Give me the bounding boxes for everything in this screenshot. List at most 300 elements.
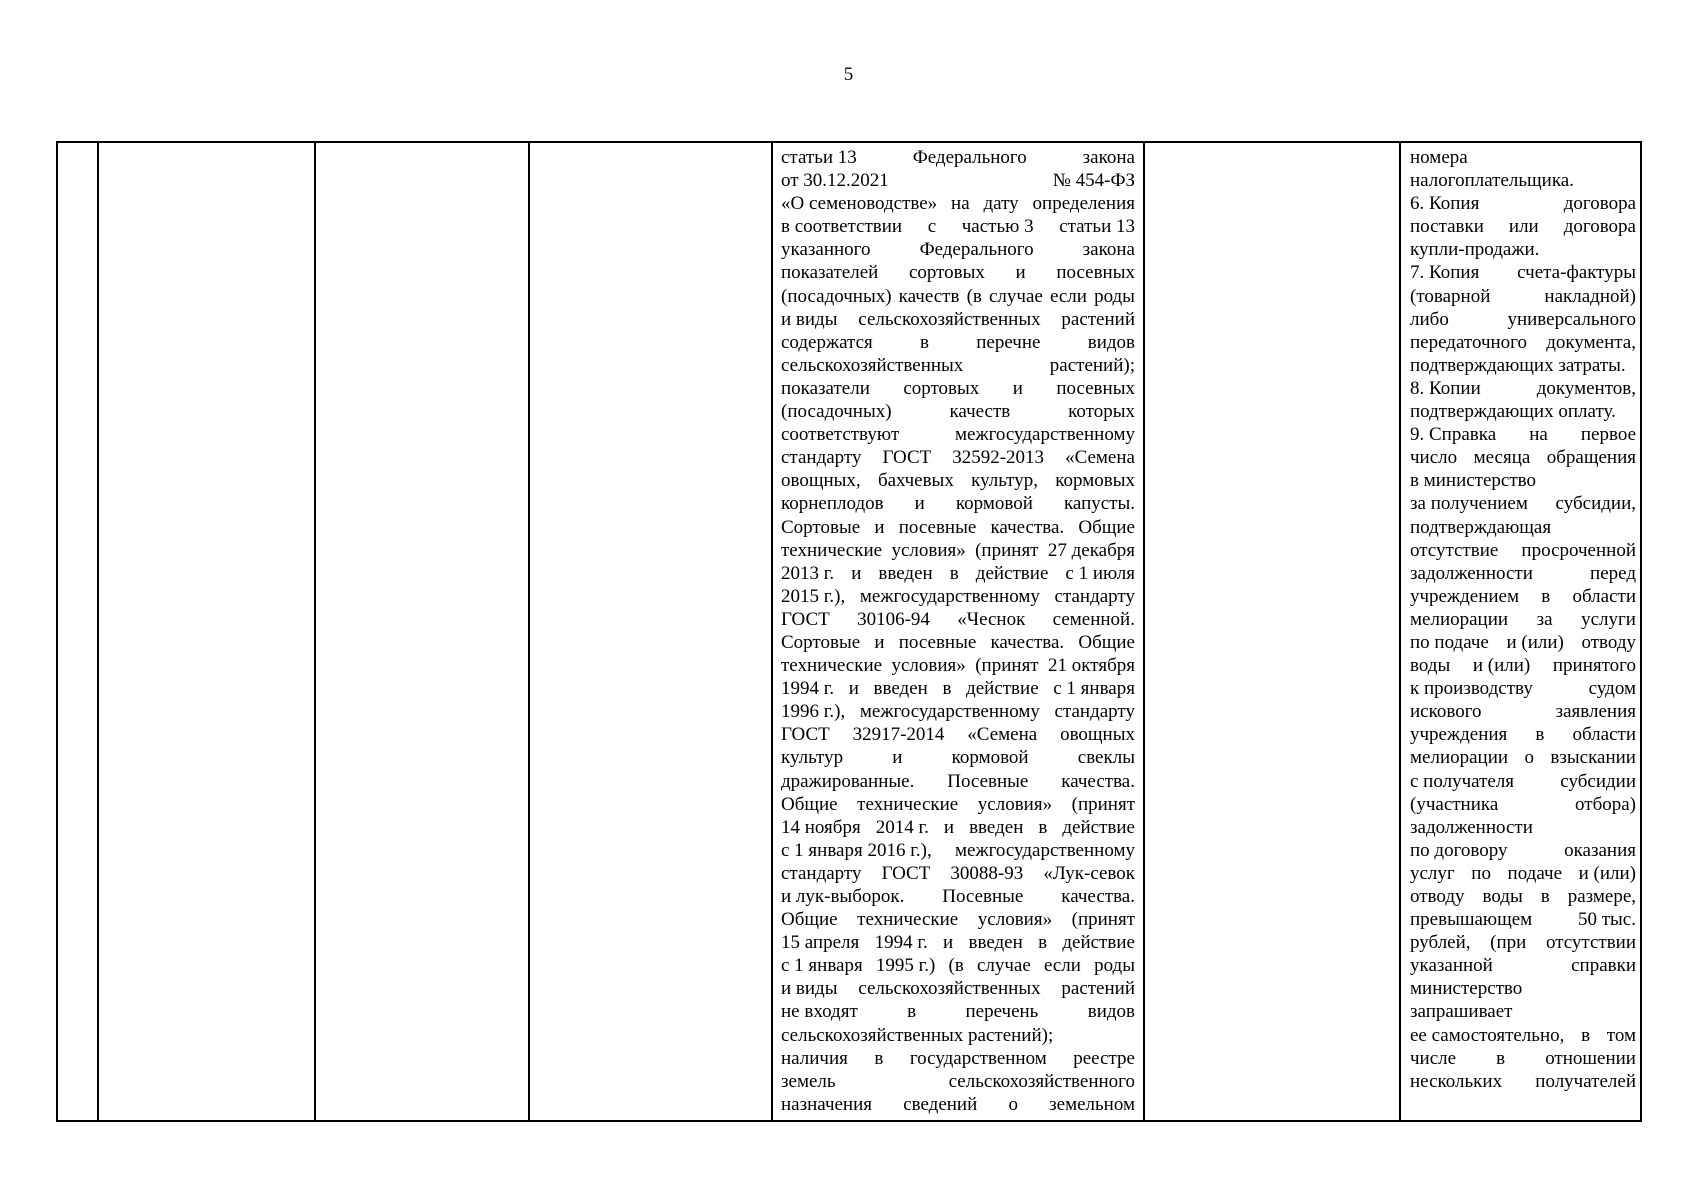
text-segment: посевные <box>898 631 977 653</box>
text-segment: (при <box>1490 932 1527 954</box>
text-segment: документов, <box>1536 377 1636 399</box>
text-segment: качества. <box>1061 886 1135 907</box>
text-segment: случае <box>976 955 1031 977</box>
text-segment: (принят <box>1071 909 1135 931</box>
text-segment: Федерального <box>912 147 1027 168</box>
text-segment: овощных, <box>781 470 861 492</box>
text-segment: документа, <box>1546 331 1636 353</box>
text-segment: действие <box>1062 932 1135 954</box>
table-col-empty-4 <box>530 143 773 1120</box>
text-segment: услуги <box>1581 608 1636 630</box>
text-segment: и <box>1015 262 1026 284</box>
text-segment: (принят <box>975 539 1039 561</box>
text-segment: числе <box>1410 1047 1457 1069</box>
text-segment: ее самостоятельно, <box>1410 1024 1565 1046</box>
text-segment: показателей <box>781 262 879 284</box>
text-segment: действие <box>1062 816 1135 838</box>
text-segment: от 30.12.2021 <box>781 170 889 192</box>
text-segment: в <box>1496 1047 1506 1069</box>
text-segment: отводу <box>1410 886 1465 907</box>
text-line <box>781 539 1135 562</box>
text-line <box>781 954 1135 977</box>
text-segment: Посевные <box>942 886 1024 907</box>
text-segment: учреждением <box>1410 585 1520 607</box>
text-segment: (в <box>966 285 982 307</box>
text-segment: и <box>914 493 925 515</box>
text-segment: в <box>907 1001 917 1023</box>
text-line <box>781 816 1135 839</box>
text-segment: культур <box>781 747 844 769</box>
text-segment: 14 ноября <box>781 816 861 838</box>
text-segment: бахчевых <box>877 470 954 492</box>
text-segment: справки <box>1571 955 1636 977</box>
text-segment: дату <box>983 193 1019 215</box>
text-line <box>1410 700 1636 723</box>
text-segment: 32917-2014 <box>852 724 945 746</box>
text-segment: в <box>1535 724 1545 746</box>
text-line <box>1410 331 1636 354</box>
text-segment: посевных <box>1056 262 1135 284</box>
text-segment: растений <box>1061 978 1135 1000</box>
text-segment: том <box>1606 1024 1636 1046</box>
text-segment: введен <box>873 678 928 700</box>
requirements-cell-text <box>773 143 1143 1120</box>
text-line <box>781 1070 1135 1093</box>
text-segment: и (или) <box>1578 862 1636 884</box>
text-segment: действие <box>975 562 1049 584</box>
text-segment: Общие <box>1078 631 1135 653</box>
text-segment: не входят <box>781 1001 858 1023</box>
text-segment: и <box>851 562 862 584</box>
text-segment: ГОСТ <box>882 447 932 469</box>
text-segment: указанной <box>1410 955 1493 977</box>
text-segment: 1995 г.) <box>875 955 936 977</box>
text-line <box>1410 308 1636 331</box>
text-line <box>781 261 1135 284</box>
text-segment: земельном <box>1049 1093 1135 1115</box>
text-segment: 2015 г.), <box>781 585 846 607</box>
text-line <box>1410 631 1636 654</box>
table-col-documents <box>1401 143 1640 1120</box>
text-segment: 2014 г. <box>875 816 929 838</box>
text-segment: посевных <box>1056 377 1135 399</box>
text-line <box>1410 770 1636 793</box>
text-segment: качества. <box>990 631 1065 653</box>
text-segment: сельскохозяйственных <box>781 354 964 376</box>
text-segment: субсидии <box>1560 770 1636 792</box>
text-segment: по <box>1471 862 1491 884</box>
table-col-empty-2 <box>99 143 316 1120</box>
text-segment: рублей, <box>1410 932 1471 954</box>
text-segment: в <box>942 678 952 700</box>
text-segment: которых <box>1068 401 1135 423</box>
text-segment: с 1 июля <box>1065 562 1135 584</box>
text-line <box>781 839 1135 862</box>
text-segment: государственном <box>909 1047 1047 1069</box>
text-segment: межгосударственному <box>955 424 1135 446</box>
text-line <box>781 677 1135 700</box>
text-line <box>1410 723 1636 746</box>
text-segment: капусты. <box>1063 493 1135 515</box>
text-segment: 50 тыс. <box>1577 909 1636 931</box>
text-segment: отсутствие <box>1410 539 1499 561</box>
text-segment: сельскохозяйственных <box>858 978 1041 1000</box>
text-segment: 30106-94 <box>857 608 930 630</box>
text-segment: и <box>1012 377 1023 399</box>
text-line <box>1410 446 1636 469</box>
text-line <box>781 1000 1135 1023</box>
text-line <box>1410 562 1636 585</box>
text-line <box>781 446 1135 469</box>
text-segment: указанного <box>781 239 871 261</box>
text-segment: статьи 13 <box>781 147 857 168</box>
text-segment: универсального <box>1507 308 1636 330</box>
text-line: номера <box>1410 147 1468 168</box>
text-segment: отводу <box>1581 631 1636 653</box>
text-segment: растений); <box>1049 354 1135 376</box>
text-line: в министерство <box>1410 470 1536 492</box>
text-line <box>1410 793 1636 816</box>
document-table <box>56 141 1642 1122</box>
text-segment: договора <box>1563 216 1636 238</box>
table-col-empty-6 <box>1145 143 1401 1120</box>
text-segment: в соответствии <box>781 216 903 238</box>
text-segment: задолженности <box>1410 562 1533 584</box>
text-segment: воды <box>1482 886 1523 907</box>
text-segment: технические <box>857 793 959 815</box>
text-segment: «Семена <box>967 724 1038 746</box>
text-line <box>781 285 1135 308</box>
text-segment: мелиорации <box>1410 747 1509 769</box>
text-segment: судом <box>1588 678 1636 700</box>
text-segment: стандарту <box>1054 585 1135 607</box>
text-segment: ГОСТ <box>781 724 830 746</box>
text-segment: получателей <box>1535 1070 1636 1092</box>
text-line <box>781 585 1135 608</box>
text-line <box>1410 931 1636 954</box>
text-line <box>781 608 1135 631</box>
text-line <box>781 770 1135 793</box>
text-line <box>1410 423 1636 446</box>
text-segment: превышающем <box>1410 909 1533 931</box>
text-line <box>1410 539 1636 562</box>
text-line <box>1410 677 1636 700</box>
text-segment: качества. <box>1061 770 1135 792</box>
text-segment: накладной) <box>1544 285 1636 307</box>
text-segment: условия» <box>891 655 966 677</box>
text-segment: 21 октября <box>1048 655 1135 677</box>
text-line: сельскохозяйственных растений); <box>781 1024 1054 1046</box>
text-line <box>781 723 1135 746</box>
text-line <box>781 469 1135 492</box>
text-segment: первое <box>1580 424 1636 446</box>
text-segment: в <box>1541 585 1551 607</box>
text-segment: на <box>951 193 970 215</box>
text-segment: либо <box>1410 308 1449 330</box>
text-segment: № 454-ФЗ <box>1052 170 1135 192</box>
text-segment: Общие <box>781 793 838 815</box>
text-segment: или <box>1508 216 1539 238</box>
text-line <box>1410 1024 1636 1047</box>
text-segment: перечень <box>965 1001 1039 1023</box>
text-line <box>781 169 1135 192</box>
text-segment: дражированные. <box>781 770 915 792</box>
text-segment: и виды <box>781 308 838 330</box>
text-segment: качеств <box>898 285 960 307</box>
text-segment: «О семеноводстве» <box>781 193 938 215</box>
text-segment: договора <box>1563 193 1636 215</box>
text-segment: соответствуют <box>781 424 900 446</box>
text-segment: за получением <box>1410 493 1528 515</box>
table-col-empty-3 <box>316 143 530 1120</box>
text-segment: (посадочных) <box>781 285 892 307</box>
text-segment: 1994 г. <box>781 678 835 700</box>
text-segment: наличия <box>781 1047 848 1069</box>
text-segment: заявления <box>1555 701 1636 723</box>
text-line <box>781 215 1135 238</box>
text-segment: 2013 г. <box>781 562 835 584</box>
text-segment: 15 апреля <box>781 932 860 954</box>
text-line <box>781 862 1135 885</box>
text-line <box>1410 1047 1636 1070</box>
text-segment: в <box>1038 932 1048 954</box>
text-segment: кормовой <box>955 493 1033 515</box>
text-line <box>781 146 1135 169</box>
text-segment: (в <box>948 955 964 977</box>
text-segment: 6. Копия <box>1410 193 1480 215</box>
text-segment: по подаче <box>1410 631 1489 653</box>
text-segment: и (или) <box>1506 631 1564 653</box>
text-line <box>781 1047 1135 1070</box>
text-line <box>1410 492 1636 515</box>
text-segment: 30088-93 <box>950 862 1024 884</box>
text-segment: земель <box>781 1070 836 1092</box>
text-segment: кормовых <box>1055 470 1135 492</box>
text-line <box>1410 1070 1636 1093</box>
text-segment: если <box>1043 955 1081 977</box>
text-segment: в <box>1540 886 1550 907</box>
text-line <box>781 700 1135 723</box>
text-segment: (принят <box>1071 793 1135 815</box>
text-segment: за <box>1536 608 1553 630</box>
text-segment: сортовых <box>908 262 985 284</box>
text-segment: показатели <box>781 377 870 399</box>
text-line <box>781 654 1135 677</box>
text-line <box>781 492 1135 515</box>
text-segment: Сортовые <box>781 631 861 653</box>
text-line <box>781 331 1135 354</box>
text-line: подтверждающих оплату. <box>1410 401 1616 423</box>
text-segment: посевные <box>898 516 977 538</box>
text-segment: если <box>1049 285 1087 307</box>
text-line: министерство <box>1410 978 1523 1000</box>
text-segment: мелиорации <box>1410 608 1509 630</box>
text-segment: перечне <box>976 331 1041 353</box>
text-segment: и <box>848 678 859 700</box>
text-segment: межгосударственному <box>859 585 1040 607</box>
text-line <box>781 977 1135 1000</box>
text-line <box>1410 285 1636 308</box>
text-segment: области <box>1572 724 1636 746</box>
text-line <box>781 885 1135 908</box>
text-segment: искового <box>1410 701 1482 723</box>
text-segment: 1994 г. <box>874 932 928 954</box>
text-segment: сведений <box>903 1093 978 1115</box>
text-segment: Общие <box>781 909 838 931</box>
text-segment: частью 3 <box>961 216 1034 238</box>
text-segment: Сортовые <box>781 516 861 538</box>
text-segment: взыскании <box>1550 747 1636 769</box>
text-segment: условия» <box>891 539 966 561</box>
text-segment: и (или) <box>1472 655 1531 677</box>
text-segment: введен <box>878 562 933 584</box>
text-segment: роды <box>1094 955 1135 977</box>
text-segment: и <box>943 932 954 954</box>
table-col-requirements <box>773 143 1145 1120</box>
text-segment: месяца <box>1473 447 1531 469</box>
text-segment: «Лук-севок <box>1043 862 1135 884</box>
text-segment: и <box>874 631 885 653</box>
text-segment: технические <box>781 655 883 677</box>
text-segment: субсидии, <box>1555 493 1636 515</box>
text-segment: нескольких <box>1410 1070 1503 1092</box>
text-line <box>781 1093 1135 1116</box>
text-segment: 8. Копии <box>1410 377 1481 399</box>
text-segment: и виды <box>781 978 838 1000</box>
text-segment: просроченной <box>1521 539 1636 561</box>
text-segment: размере, <box>1567 886 1636 907</box>
text-segment: Посевные <box>947 770 1029 792</box>
text-segment: случае <box>989 285 1043 307</box>
text-segment: с 1 января <box>781 955 863 977</box>
text-segment: услуг <box>1410 862 1455 884</box>
text-segment: «Чеснок <box>957 608 1026 630</box>
text-line <box>781 308 1135 331</box>
text-line <box>1410 654 1636 677</box>
text-segment: закона <box>1082 147 1135 168</box>
text-segment: (принят <box>975 655 1039 677</box>
text-segment: 32592-2013 <box>952 447 1045 469</box>
text-line <box>781 400 1135 423</box>
documents-cell-text <box>1401 143 1640 1120</box>
text-line <box>1410 261 1636 284</box>
text-segment: культур, <box>971 470 1038 492</box>
text-segment: 27 декабря <box>1047 539 1135 561</box>
text-line: задолженности <box>1410 816 1533 838</box>
text-segment: условия» <box>977 793 1053 815</box>
text-line: запрашивает <box>1410 1001 1513 1023</box>
text-segment: реестре <box>1073 1047 1135 1069</box>
text-line <box>1410 885 1636 908</box>
text-segment: (товарной <box>1410 285 1491 307</box>
text-segment: содержатся <box>781 331 873 353</box>
text-segment: семенной. <box>1052 608 1135 630</box>
text-segment: о <box>1008 1093 1018 1115</box>
text-line <box>1410 862 1636 885</box>
text-segment: кормовой <box>951 747 1029 769</box>
text-line <box>781 238 1135 261</box>
text-line: подтверждающих затраты. <box>1410 354 1626 376</box>
text-segment: отбора) <box>1575 793 1636 815</box>
text-line <box>781 192 1135 215</box>
text-segment: в <box>949 562 959 584</box>
text-segment: стандарту <box>1054 701 1135 723</box>
text-segment: 7. Копия <box>1410 262 1480 284</box>
text-segment: статьи 13 <box>1059 216 1135 238</box>
text-line: подтверждающая <box>1410 516 1552 538</box>
text-segment: условия» <box>977 909 1053 931</box>
text-line: налогоплательщика. <box>1410 170 1574 192</box>
text-segment: качества. <box>990 516 1065 538</box>
text-segment: Федерального <box>919 239 1034 261</box>
text-segment: (участника <box>1410 793 1499 815</box>
text-segment: ГОСТ <box>881 862 931 884</box>
text-segment: технические <box>857 909 959 931</box>
text-segment: межгосударственному <box>859 701 1040 723</box>
text-segment: в <box>874 1047 884 1069</box>
text-line <box>781 908 1135 931</box>
text-line <box>781 516 1135 539</box>
text-line: купли-продажи. <box>1410 239 1540 261</box>
text-segment: назначения <box>781 1093 873 1115</box>
text-line <box>781 377 1135 400</box>
text-segment: свеклы <box>1077 747 1135 769</box>
text-segment: оказания <box>1564 839 1636 861</box>
text-segment: с 1 января 2016 г.), <box>781 839 932 861</box>
text-segment: и <box>943 816 955 838</box>
text-segment: «Семена <box>1065 447 1135 469</box>
text-line <box>781 562 1135 585</box>
text-line <box>1410 192 1636 215</box>
text-segment: корнеплодов <box>781 493 884 515</box>
text-segment: перед <box>1590 562 1636 584</box>
page-number: 5 <box>843 64 854 85</box>
text-segment: подаче <box>1507 862 1562 884</box>
text-segment: и <box>874 516 885 538</box>
text-line <box>781 423 1135 446</box>
text-segment: с 1 января <box>1053 678 1135 700</box>
text-segment: число <box>1410 447 1458 469</box>
text-segment: на <box>1529 424 1548 446</box>
text-segment: сельскохозяйственных <box>858 308 1041 330</box>
text-segment: и <box>892 747 903 769</box>
text-segment: растений <box>1061 308 1135 330</box>
text-line <box>1410 585 1636 608</box>
text-segment: роды <box>1094 285 1135 307</box>
text-segment: введен <box>969 816 1024 838</box>
text-segment: Общие <box>1078 516 1135 538</box>
text-segment: области <box>1572 585 1636 607</box>
text-line <box>1410 908 1636 931</box>
text-segment: принятого <box>1552 655 1636 677</box>
text-segment: к производству <box>1410 678 1533 700</box>
text-segment: отношении <box>1545 1047 1636 1069</box>
text-line <box>781 631 1135 654</box>
text-segment: счета-фактуры <box>1517 262 1636 284</box>
text-segment: в <box>1038 816 1048 838</box>
text-segment: сортовых <box>903 377 980 399</box>
text-line <box>1410 839 1636 862</box>
text-segment: видов <box>1087 1001 1135 1023</box>
text-segment: закона <box>1082 239 1135 261</box>
text-line <box>781 354 1135 377</box>
text-segment: с <box>927 216 937 238</box>
table-col-number <box>58 143 99 1120</box>
text-segment: стандарту <box>781 447 862 469</box>
text-line <box>1410 377 1636 400</box>
text-segment: овощных <box>1060 724 1135 746</box>
text-segment: поставки <box>1410 216 1484 238</box>
